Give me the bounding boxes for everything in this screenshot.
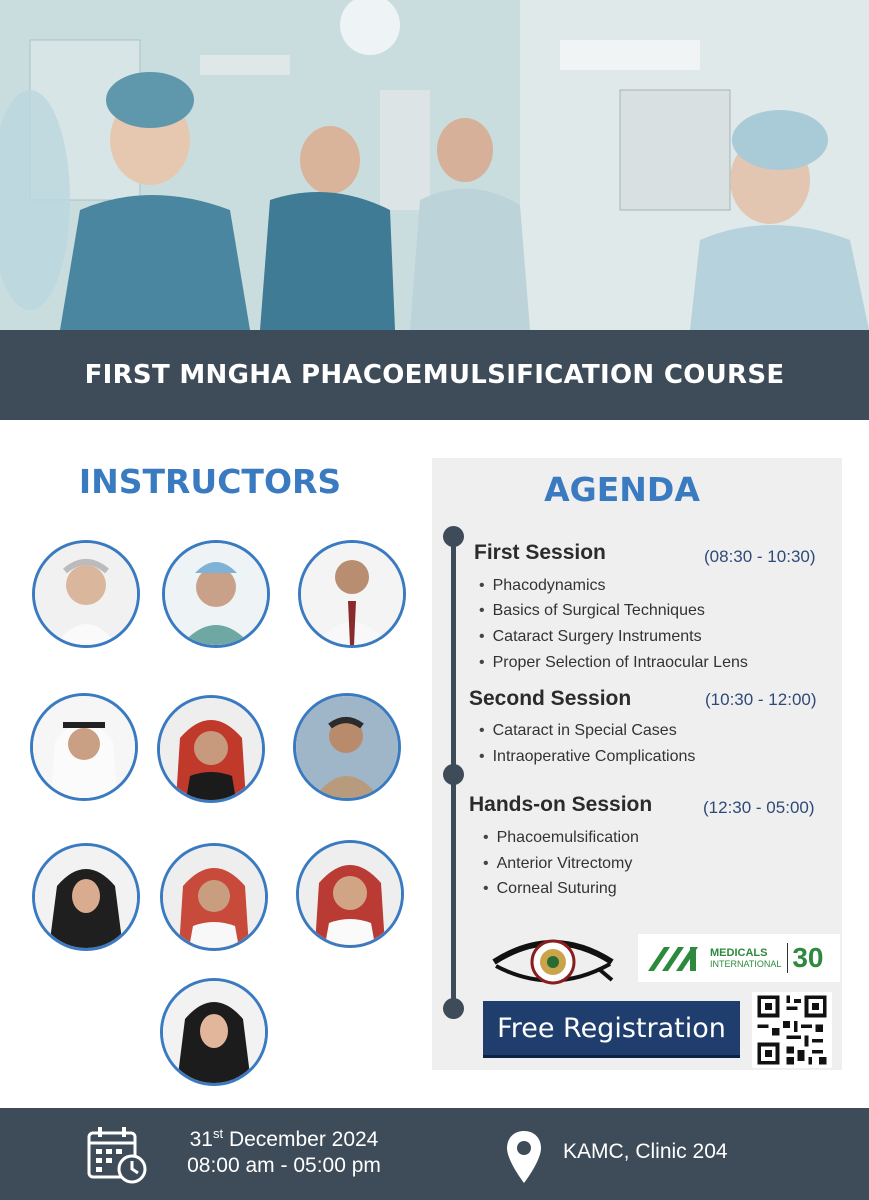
instructor-avatar xyxy=(162,540,270,648)
instructor-avatar xyxy=(30,693,138,801)
session-topic: • Cataract Surgery Instruments xyxy=(479,628,702,646)
session-topic: • Cataract in Special Cases xyxy=(479,722,677,740)
qr-code-icon[interactable] xyxy=(752,992,832,1068)
session-topic: • Proper Selection of Intraocular Lens xyxy=(479,654,748,672)
event-time: 08:00 am - 05:00 pm xyxy=(187,1154,381,1177)
session-time: (10:30 - 12:00) xyxy=(705,690,817,709)
sponsor-logo xyxy=(638,934,840,982)
page-title: FIRST MNGHA PHACOEMULSIFICATION COURSE xyxy=(84,360,785,390)
instructor-avatar xyxy=(32,843,140,951)
event-date: 31st December 2024 xyxy=(189,1126,379,1151)
instructor-avatar xyxy=(296,840,404,948)
session-name: First Session xyxy=(474,541,606,564)
instructor-avatar xyxy=(298,540,406,648)
location-pin-icon xyxy=(505,1129,543,1185)
session-time: (08:30 - 10:30) xyxy=(704,547,816,566)
session-topic: • Corneal Suturing xyxy=(483,880,617,898)
instructor-avatar xyxy=(293,693,401,801)
sponsor-name: MEDICALS xyxy=(710,947,768,959)
sponsor-sub: INTERNATIONAL xyxy=(710,959,782,969)
instructors-heading: INSTRUCTORS xyxy=(78,462,342,501)
footer-bar xyxy=(0,1108,869,1200)
calendar-clock-icon xyxy=(86,1125,148,1185)
session-name: Second Session xyxy=(469,687,632,710)
session-topic: • Anterior Vitrectomy xyxy=(483,855,632,873)
agenda-panel xyxy=(432,458,842,1070)
instructor-avatar xyxy=(160,978,268,1086)
surgery-scene-illustration xyxy=(0,0,869,330)
medicals-international-logo-icon xyxy=(646,943,706,973)
timeline-dot xyxy=(443,526,464,547)
instructor-avatar xyxy=(32,540,140,648)
timeline-dot xyxy=(443,764,464,785)
instructor-avatar xyxy=(160,843,268,951)
title-banner xyxy=(0,330,869,420)
agenda-heading: AGENDA xyxy=(544,470,700,509)
session-topic: • Phacodynamics xyxy=(479,577,606,595)
instructor-avatar xyxy=(157,695,265,803)
session-topic: • Basics of Surgical Techniques xyxy=(479,602,705,620)
session-time: (12:30 - 05:00) xyxy=(703,798,815,817)
session-name: Hands-on Session xyxy=(469,793,653,816)
hero-image xyxy=(0,0,869,420)
session-topic: • Phacoemulsification xyxy=(483,829,639,847)
session-topic: • Intraoperative Complications xyxy=(479,748,695,766)
eye-logo-icon xyxy=(490,930,616,990)
timeline-dot xyxy=(443,998,464,1019)
sponsor-anniversary: 30 xyxy=(792,942,824,973)
event-location: KAMC, Clinic 204 xyxy=(563,1140,728,1163)
free-registration-button[interactable]: Free Registration xyxy=(483,1001,740,1058)
